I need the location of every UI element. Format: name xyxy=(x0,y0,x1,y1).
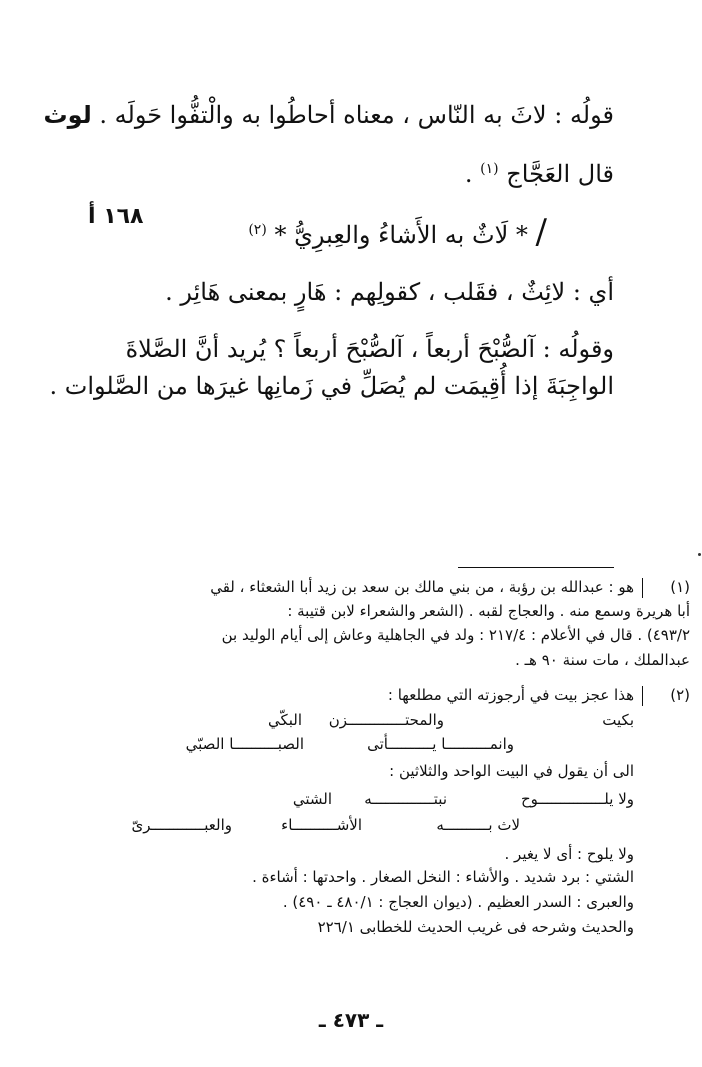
fn2-verse-1a-mid: والمحتـــــــــــــزن xyxy=(328,711,444,729)
entry-line-6 xyxy=(49,372,614,400)
verse-text: * لَاثٌ به الأَشاءُ والعِبرِيُّ * xyxy=(274,221,528,249)
fn2-verse-2a-right: ولا يلـــــــــــــــوح xyxy=(520,790,634,808)
entry-line-2 xyxy=(465,160,614,188)
footnote-1-line-3: ٤٩٣/٢) . قال في الأعلام : ٢١٧/٤ : ولد في الجاهلية وعاش إلى أيام الوليد بن xyxy=(221,626,690,644)
footnote-2-bar xyxy=(642,686,643,706)
footnote-separator xyxy=(458,567,614,568)
entry-line-4 xyxy=(165,278,614,306)
fn2-verse-2b-left: والعبــــــــــــرىّ xyxy=(131,816,232,834)
fn2-verse-2b-mid: الأشــــــــــاء xyxy=(281,816,362,834)
footnote-2-line-1: ولا يلوح : أى لا يغير . xyxy=(504,845,634,863)
folio-break-slash: / xyxy=(535,212,547,252)
footnote-ref-1[interactable]: (١) xyxy=(480,161,499,177)
entry-headword: لوث xyxy=(43,101,92,129)
footnote-2-intro-2: الى أن يقول في البيت الواحد والثلاثين : xyxy=(389,762,634,780)
fn2-verse-1b-left: الصبــــــــــا الصبّي xyxy=(185,735,304,753)
footnote-2-line-2: الشتي : برد شديد . والأشاء : النخل الصغار . واحدتها : أشاءة . xyxy=(252,868,634,886)
footnote-ref-2[interactable]: (٢) xyxy=(248,222,267,238)
entry-line-6-text: الواجِبَةَ إذا أُقِيمَت لم يُصَلِّ في زَمانِها غيرَها من الصَّلوات . xyxy=(49,372,614,400)
fn2-verse-1a-left: البكّي xyxy=(267,711,302,729)
entry-line-4-text: أي : لائِثٌ ، فقَلب ، كقولِهم : هَارٍ بمعنى هَائِر . xyxy=(165,278,614,306)
footnote-2-number: (٢) xyxy=(670,686,690,704)
page-number: ـ ٤٧٣ ـ xyxy=(318,1008,384,1032)
fn2-verse-2a-mid: نبتــــــــــــــه xyxy=(364,790,447,808)
entry-line-2-text: قال العَجَّاج xyxy=(506,160,614,188)
fn2-verse-1b-right: وانمــــــــــا يــــــــــأتى xyxy=(367,735,514,753)
footnote-2-line-4: والحديث وشرحه فى غريب الحديث للخطابى ٢٢٦/١ xyxy=(317,918,634,936)
footnote-1-number: (١) xyxy=(670,578,690,596)
entry-line-5-text: وقولُه : آلصُّبْحَ أربعاً ، آلصُّبْحَ أربعاً ؟ يُريد أنَّ الصَّلاةَ xyxy=(125,335,614,363)
verse-line xyxy=(248,212,547,252)
entry-line-1-text: قولُه : لاثَ به النّاس ، معناه أحاطُوا به والْتفُّوا حَولَه . xyxy=(99,101,614,129)
footnote-1-bar xyxy=(642,578,643,598)
footnote-1-line-2: أبا هريرة وسمع منه . والعجاج لقبه . (الشعر والشعراء لابن قتيبة : xyxy=(287,602,690,620)
stray-mark xyxy=(698,553,701,556)
entry-line-5 xyxy=(126,335,614,363)
entry-line-1 xyxy=(44,101,614,129)
footnote-1-line-1: هو : عبدالله بن رؤبة ، من بني مالك بن سعد بن زيد أبا الشعثاء ، لقي xyxy=(210,578,634,596)
fn2-verse-2b-right: لاث بــــــــــه xyxy=(436,816,520,834)
entry-line-2-end: . xyxy=(464,160,473,188)
footnote-2-line-3: والعبرى : السدر العظيم . (ديوان العجاج : ٤٨٠/١ ـ ٤٩٠) . xyxy=(282,893,634,911)
footnote-2-intro: هذا عجز بيت في أرجوزته التي مطلعها : xyxy=(387,686,634,704)
fn2-verse-2a-left: الشتي xyxy=(292,790,332,808)
fn2-verse-1a-right: بكيت xyxy=(602,711,634,729)
marginal-folio-ref: ١٦٨ أ xyxy=(88,204,144,229)
footnote-1-line-4: عبدالملك ، مات سنة ٩٠ هـ . xyxy=(515,651,690,669)
